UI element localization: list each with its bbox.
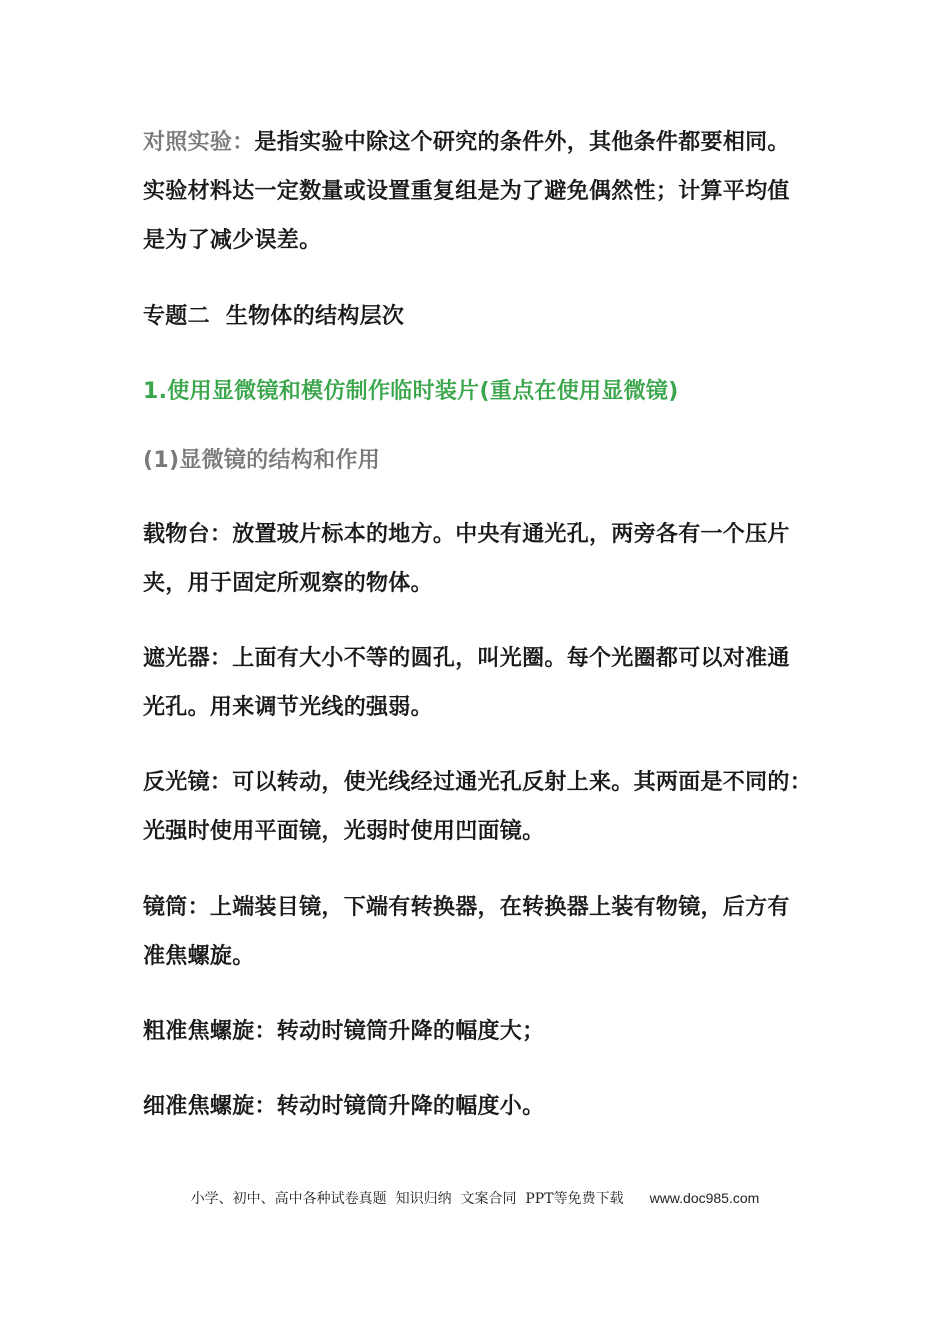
- item-line-1: 反光镜：可以转动，使光线经过通光孔反射上来。其两面是不同的：: [143, 770, 813, 795]
- footer-text: 小学、初中、高中各种试卷真题 知识归纳 文案合同 PPT等免费下载: [190, 1191, 624, 1207]
- subsection-title-text: 1.使用显微镜和模仿制作临时装片(重点在使用显微镜): [143, 379, 679, 404]
- section-title-text: 专题二 生物体的结构层次: [143, 304, 405, 329]
- item-line-2: 夹，用于固定所观察的物体。: [143, 571, 433, 596]
- section-title: [143, 292, 823, 341]
- item-diaphragm: [143, 634, 823, 732]
- intro-paragraph: [143, 118, 823, 265]
- subsection-title: [143, 367, 823, 416]
- item-tube: [143, 883, 823, 981]
- item-stage: [143, 510, 823, 608]
- item-mirror: [143, 758, 823, 856]
- term-label: 对照实验：: [143, 130, 255, 155]
- intro-line-2: 实验材料达一定数量或设置重复组是为了避免偶然性；计算平均值: [143, 179, 790, 204]
- sub-subsection-title-text: (1)显微镜的结构和作用: [143, 448, 381, 473]
- item-line-2: 光强时使用平面镜，光弱时使用凹面镜。: [143, 819, 545, 844]
- item-line-2: 光孔。用来调节光线的强弱。: [143, 695, 433, 720]
- intro-line-3: 是为了减少误差。: [143, 228, 322, 253]
- term-definition: 是指实验中除这个研究的条件外，其他条件都要相同。: [254, 130, 790, 155]
- item-line-1: 遮光器：上面有大小不等的圆孔，叫光圈。每个光圈都可以对准通: [143, 646, 790, 671]
- page-footer: [0, 1188, 950, 1208]
- footer-site: www.doc985.com: [649, 1190, 760, 1206]
- intro-line-1: [143, 118, 823, 167]
- item-line-1: 细准焦螺旋：转动时镜筒升降的幅度小。: [143, 1094, 545, 1119]
- item-line-2: 准焦螺旋。: [143, 944, 255, 969]
- item-fine-focus: [143, 1082, 823, 1131]
- item-line-1: 载物台：放置玻片标本的地方。中央有通光孔，两旁各有一个压片: [143, 522, 790, 547]
- item-line-1: 粗准焦螺旋：转动时镜筒升降的幅度大；: [143, 1019, 545, 1044]
- sub-subsection-title: [143, 436, 823, 485]
- item-coarse-focus: [143, 1007, 823, 1056]
- item-line-1: 镜筒：上端装目镜，下端有转换器，在转换器上装有物镜，后方有: [143, 895, 790, 920]
